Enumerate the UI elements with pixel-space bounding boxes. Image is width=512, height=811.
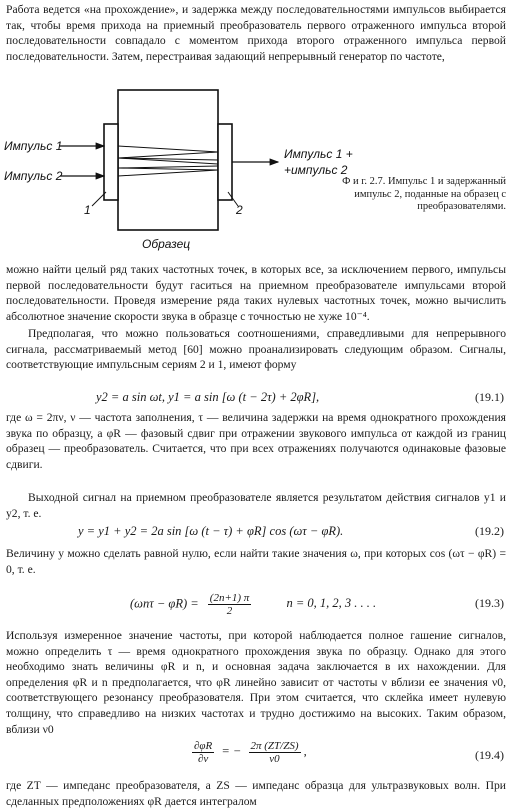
figure-diagram	[0, 80, 512, 260]
equation-19-3	[130, 592, 376, 617]
paragraph-zero-points: можно найти целый ряд таких частотных точек, в которых все, за исключением первого, импульсы первой последовательности будут гаситься на приемном преобразователе импульсами второй последовательности. Проведя измерение ряда таких нулевых частотных точек, можно вычислить абсолютное значение скорости звука в образце с точностью не хуже 10⁻⁴.	[6, 263, 506, 323]
eq3-fraction	[208, 592, 252, 617]
eq3-right: n = 0, 1, 2, 3 . . . .	[286, 596, 377, 611]
equation-19-4	[192, 740, 307, 765]
eq4-fraction-1	[192, 740, 214, 765]
eq3-left: (ωnτ − φR) =	[130, 596, 199, 611]
paragraph-analysis: Используя измеренное значение частоты, при которой наблюдается полное гашение сигналов, можно определить τ — время однократного прохождения звука по образцу. Однако для этого необходимо знать величины φR и n, и основная задача заключается в их нахождении. Для определения φR и n предполагается, что φR линейно зависит от частоты ν вблизи ее значения ν0, соответствующего резонансу преобразователя. При этом считается, что склейка имеет нулевую толщину, что справедливо на низких частотах и трудно достижимо на высоких. Таким образом, вблизи ν0	[6, 629, 506, 736]
figure-2-7	[0, 80, 512, 260]
label-sample: Образец	[142, 237, 191, 251]
eq4-fraction-2	[249, 740, 301, 765]
equation-19-2: y = y1 + y2 = 2a sin [ω (t − τ) + φR] cos (ωτ − φR).	[78, 524, 344, 538]
path-pulse-1	[118, 146, 218, 164]
equation-number-19-1: (19.1)	[475, 390, 504, 404]
paragraph-zero-condition: Величину y можно сделать равной нулю, если найти такие значения ω, при которых cos (ωτ − φR) = 0, т. е.	[6, 547, 506, 576]
equation-19-1: y2 = a sin ωt, y1 = a sin [ω (t − 2τ) + 2φR],	[96, 390, 320, 404]
label-input-2: Импульс 2	[4, 169, 63, 183]
eq4-frac1-den: ∂ν	[197, 753, 209, 765]
equation-number-19-2: (19.2)	[475, 524, 504, 538]
label-output-2: +импульс 2	[284, 163, 348, 177]
eq3-frac-den: 2	[226, 605, 233, 617]
eq3-frac-num: (2n+1) π	[209, 592, 250, 604]
label-transducer-1: 1	[84, 203, 91, 217]
transducer-2	[218, 124, 232, 200]
eq4-frac1-num: ∂φR	[194, 740, 213, 752]
label-output-1: Импульс 1 +	[284, 147, 353, 161]
paragraph-impedance: где ZT — импеданс преобразователя, а ZS — импеданс образца для ультразвуковых волн. При сделанных предположениях φR дается интегралом	[6, 779, 506, 808]
equation-number-19-4: (19.4)	[475, 748, 504, 762]
label-transducer-2: 2	[236, 203, 243, 217]
transducer-1	[104, 124, 118, 200]
paragraph-method: Предполагая, что можно пользоваться соотношениями, справедливыми для непрерывного сигнала, рассматриваемый метод [60] можно проанализировать следующим образом. Сигналы, соответствующие импульсным сериям 2 и 1, имеют форму	[6, 327, 506, 372]
figure-caption: Ф и г. 2.7. Импульс 1 и задержанный импульс 2, поданные на образец с преобразователями.	[342, 176, 506, 212]
eq4-tail: ,	[303, 744, 307, 759]
eq4-equals: = −	[221, 744, 242, 759]
paragraph-intro: Работа ведется «на прохождение», и задержка между последовательностями импульсов выбирается так, чтобы время прихода на приемный преобразователь первого отраженного импульса второй последовательности совпадало с моментом прихода второго отраженного импульса первой последовательности. Затем, перестраивая задающий непрерывный генератор по частоте,	[6, 3, 506, 63]
equation-number-19-3: (19.3)	[475, 596, 504, 610]
paragraph-output-signal: Выходной сигнал на приемном преобразователе является результатом действия сигналов y1 и y2, т. е.	[6, 491, 506, 520]
label-input-1: Импульс 1	[4, 139, 63, 153]
eq4-frac2-den: ν0	[269, 753, 280, 765]
path-pulse-2	[118, 166, 218, 176]
paragraph-definitions: где ω = 2πν, ν — частота заполнения, τ — величина задержки на время однократного прохождения звука по образцу, а φR — фазовый сдвиг при отражении звукового импульса от каждой из границ образец — преобразователь. Считается, что при всех отражениях получаются одинаковые фазовые сдвиги.	[6, 411, 506, 471]
eq4-frac2-num: 2π (ZT/ZS)	[250, 740, 299, 752]
